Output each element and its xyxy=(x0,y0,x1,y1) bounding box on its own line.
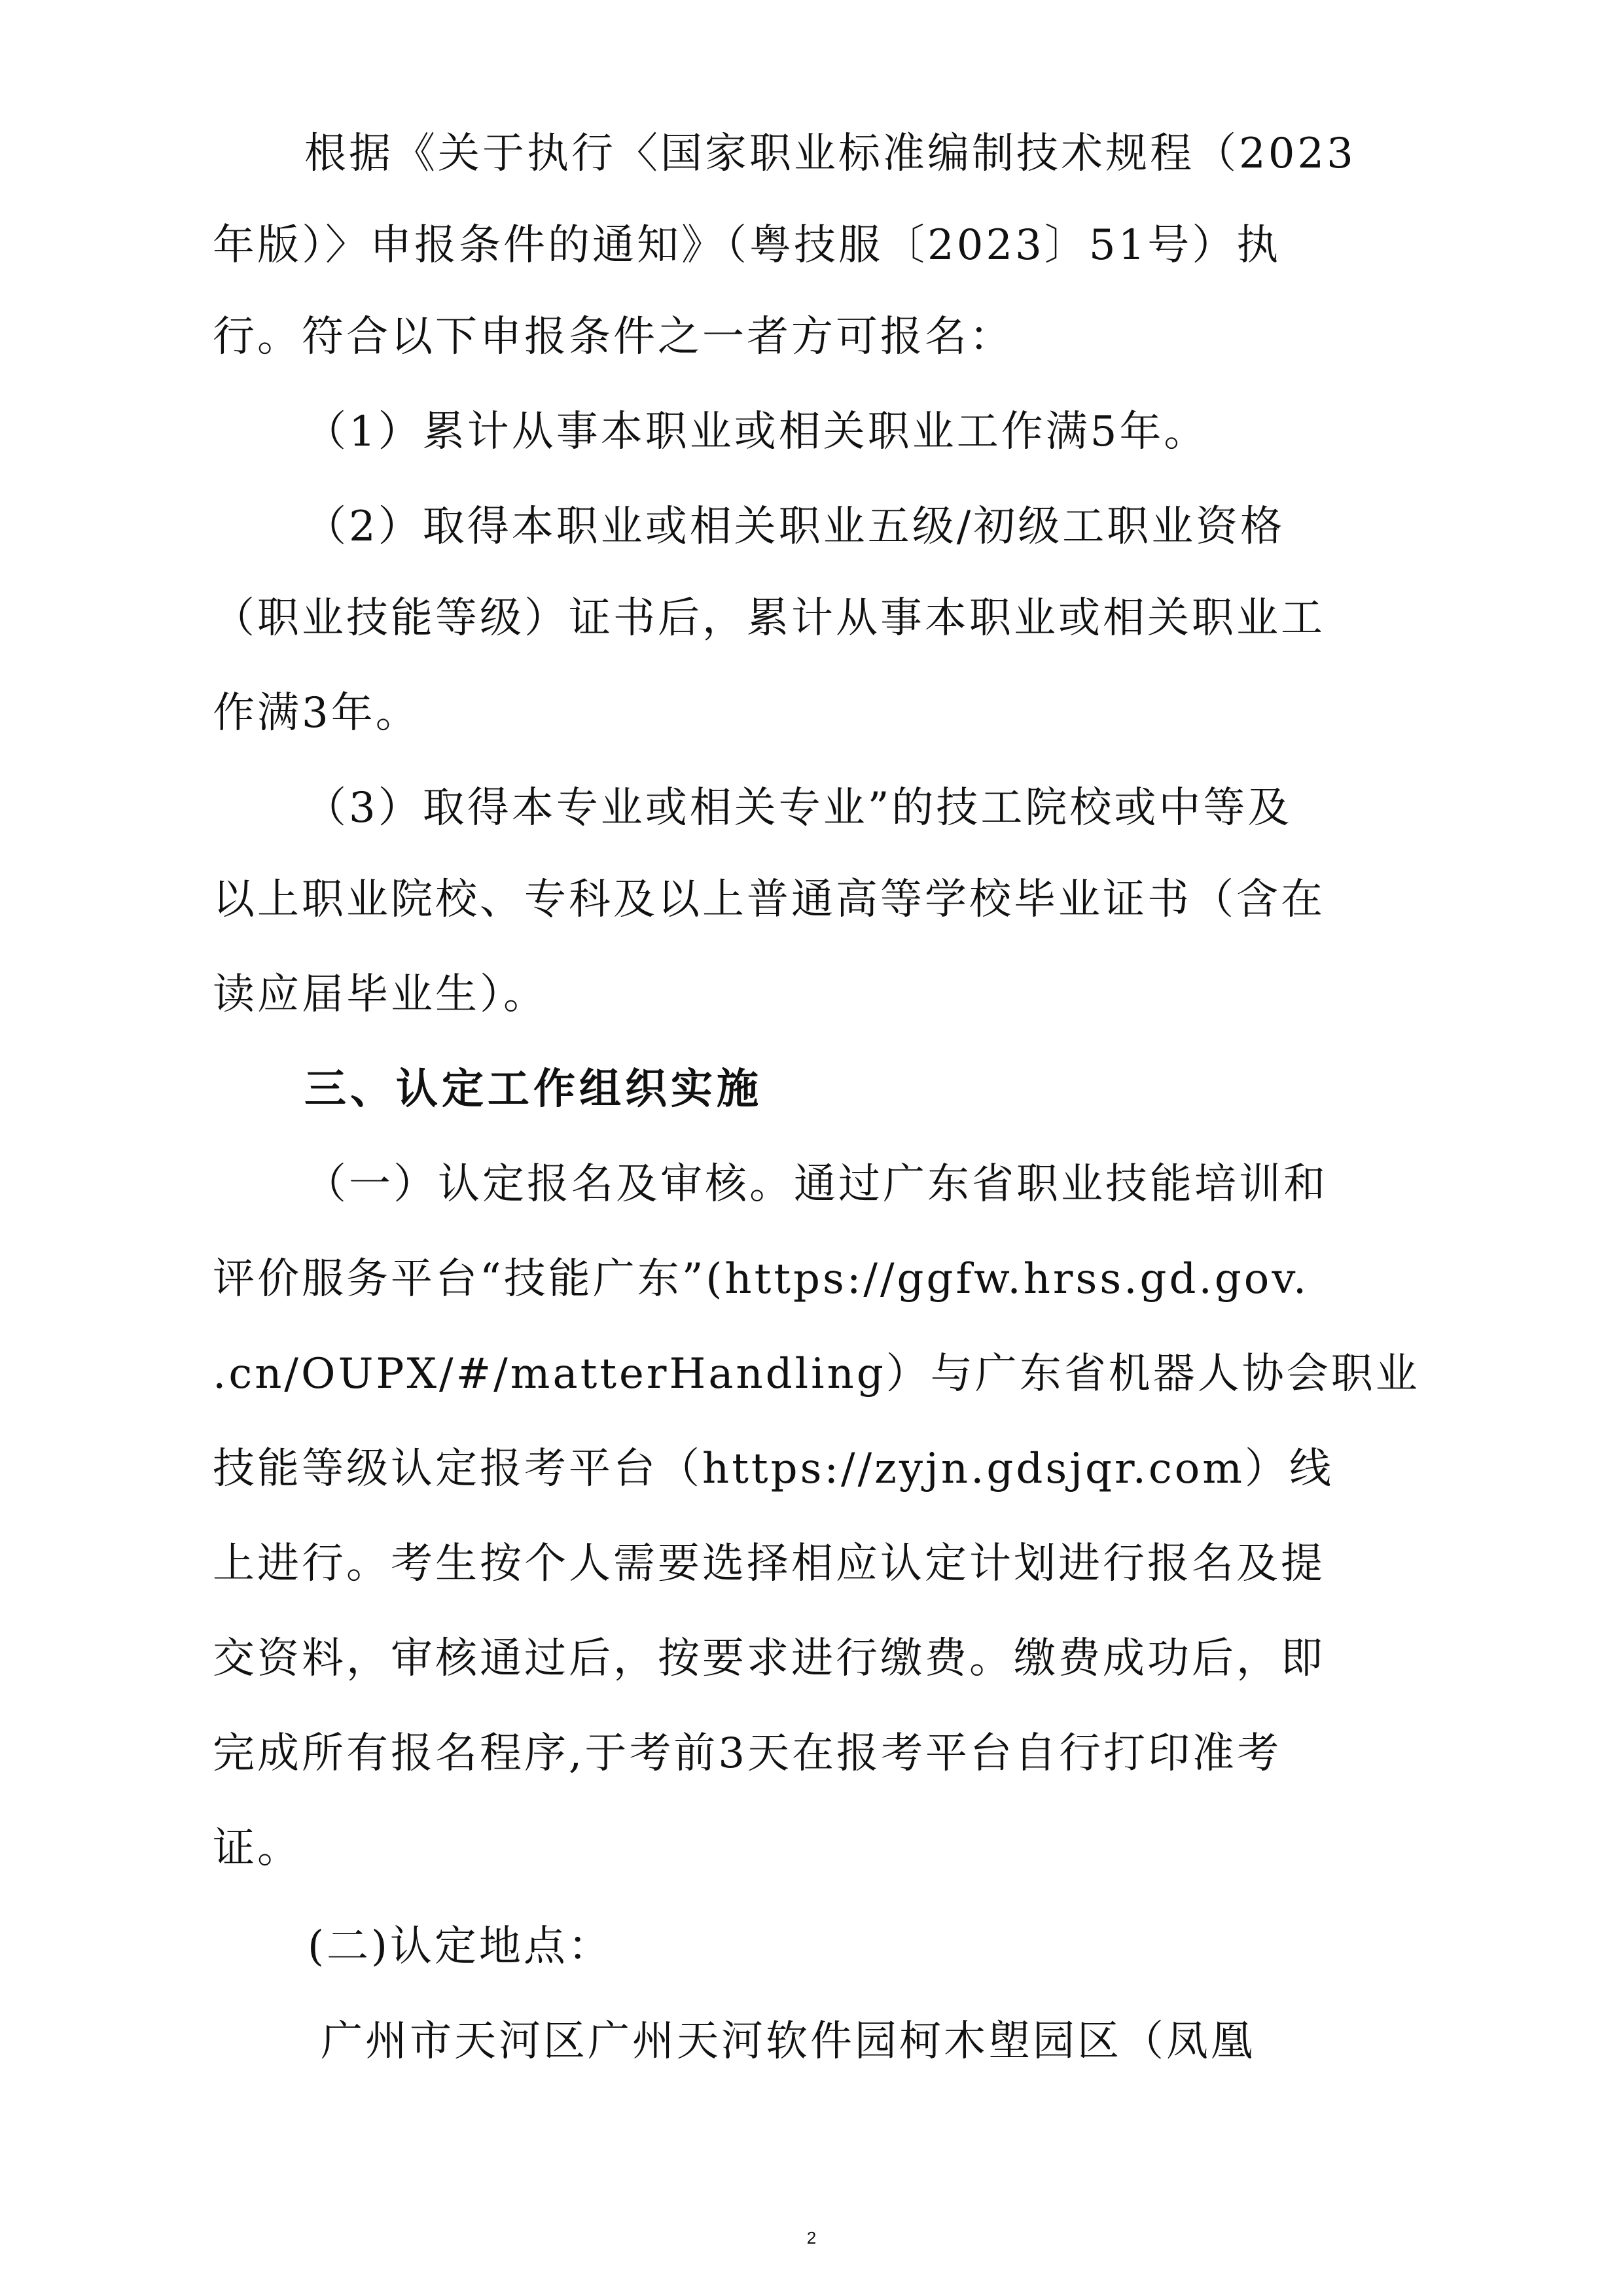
list-item: （3）取得本专业或相关专业”的技工院校或中等及 xyxy=(304,784,1293,832)
list-item-continued: 读应届毕业生）。 xyxy=(213,970,548,1019)
paragraph-line: 年版）〉申报条件的通知》（粤技服〔2023〕51号）执 xyxy=(213,221,1281,270)
list-item: （2）取得本职业或相关职业五级/初级工职业资格 xyxy=(304,503,1285,551)
list-item-continued: 作满3年。 xyxy=(213,689,420,737)
list-item-continued: （职业技能等级）证书后，累计从事本职业或相关职业工 xyxy=(213,594,1325,643)
list-item-continued: 以上职业院校、专科及以上普通高等学校毕业证书（含在 xyxy=(213,875,1325,924)
paragraph-line: 上进行。考生按个人需要选择相应认定计划进行报名及提 xyxy=(213,1540,1325,1588)
paragraph-line: 完成所有报名程序,于考前3天在报考平台自行打印准考 xyxy=(213,1729,1282,1778)
paragraph-line: 证。 xyxy=(213,1824,302,1873)
page-number: 2 xyxy=(806,2228,817,2248)
paragraph-line: 交资料，审核通过后，按要求进行缴费。缴费成功后，即 xyxy=(213,1634,1325,1683)
paragraph-line: 行。符合以下申报条件之一者方可报名： xyxy=(213,313,1014,361)
paragraph-line: 广州市天河区广州天河软件园柯木塱园区（凤凰 xyxy=(321,2017,1255,2066)
paragraph-line: 评价服务平台“技能广东”(https://ggfw.hrss.gd.gov. xyxy=(213,1255,1310,1303)
paragraph-line: 技能等级认定报考平台（https://zyjn.gdsjqr.com）线 xyxy=(213,1445,1334,1493)
subsection-heading: (二)认定地点： xyxy=(308,1922,613,1971)
list-item: （1）累计从事本职业或相关职业工作满5年。 xyxy=(304,408,1209,456)
paragraph-line: （一）认定报名及审核。通过广东省职业技能培训和 xyxy=(304,1160,1328,1209)
paragraph-line: 根据《关于执行〈国家职业标准编制技术规程（2023 xyxy=(304,130,1356,178)
paragraph-line: .cn/OUPX/#/matterHandling）与广东省机器人协会职业 xyxy=(213,1350,1420,1398)
section-heading: 三、认定工作组织实施 xyxy=(304,1065,762,1114)
